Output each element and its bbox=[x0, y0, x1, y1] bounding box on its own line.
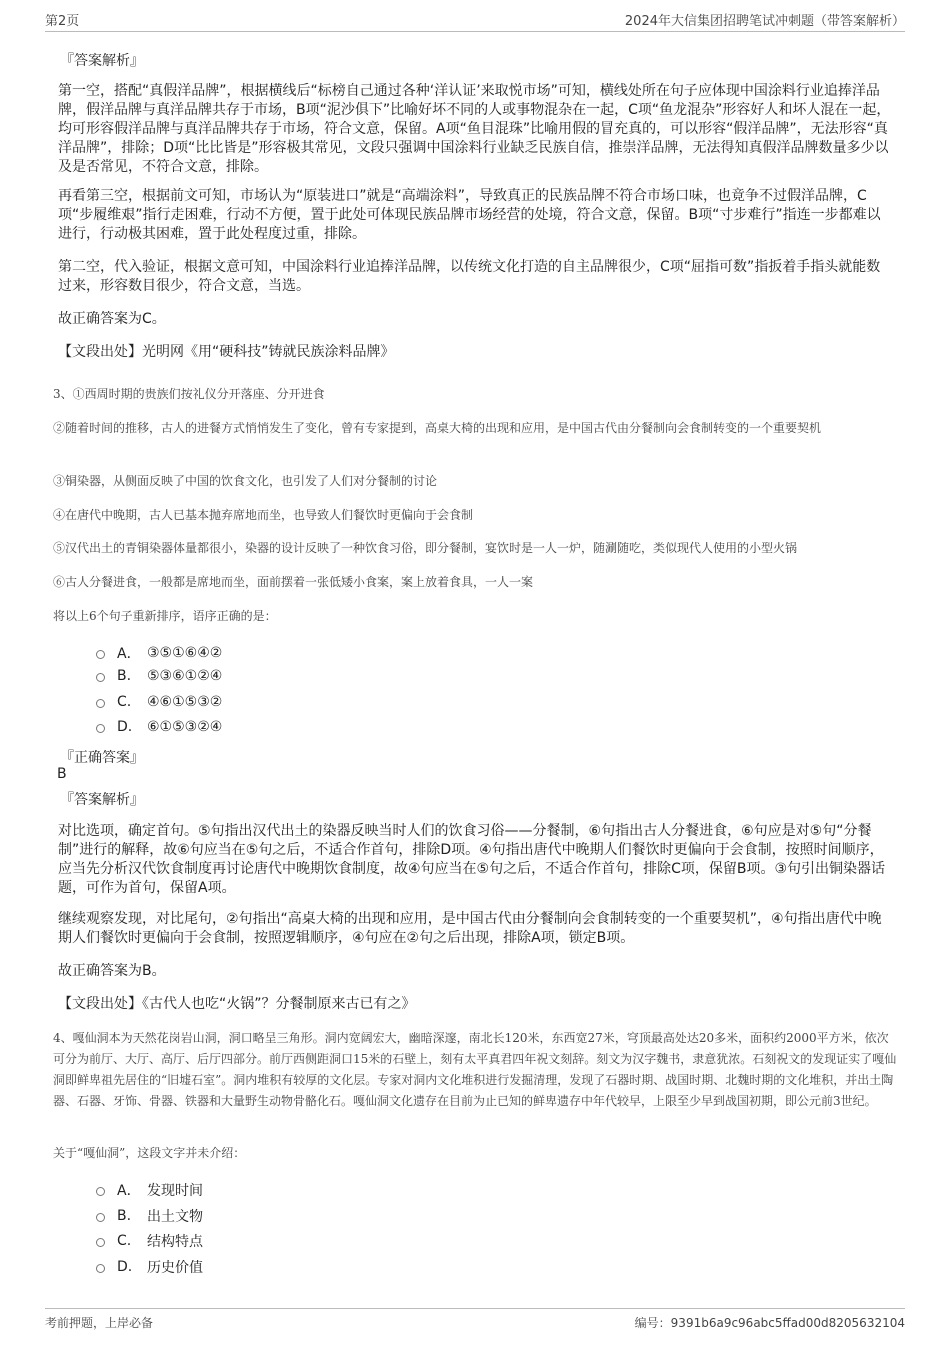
radio-icon[interactable] bbox=[96, 650, 105, 659]
explain-paragraph: 第一空，搭配“真假洋品牌”，根据横线后“标榜自己通过各种‘洋认证’来取悦市场”可知，横线处所在句子应体现中国涂料行业追捧洋品牌，假洋品牌与真洋品牌共存于市场，B项“泥沙俱下”比喻好坏不同的人或事物混杂在一起，C项“鱼龙混杂”形容好人和坏人混在一起，均可形容假洋品牌与真洋品牌共存于市场，符合文意，保留。A项“鱼目混珠”比喻用假的冒充真的，可以形容“假洋品牌”，无法形容“真洋品牌”，排除；D项“比比皆是”形容极其常见，文段只强调中国涂料行业缺乏民族自信，推崇洋品牌，无法得知真假洋品牌数量多少以及是否常见，不符合文意，排除。 bbox=[58, 83, 891, 175]
option-text: ⑥①⑤③②④ bbox=[147, 719, 223, 735]
source-citation: 【文段出处】《古代人也吃“火锅”？分餐制原来古已有之》 bbox=[58, 996, 416, 1012]
radio-icon[interactable] bbox=[96, 699, 105, 708]
answer-conclusion: 故正确答案为C。 bbox=[58, 311, 166, 327]
option-letter: A． bbox=[117, 1183, 141, 1199]
option-text: 历史价值 bbox=[147, 1260, 203, 1276]
explain-paragraph: 对比选项，确定首句。⑤句指出汉代出土的染器反映当时人们的饮食习俗——分餐制，⑥句指出古人分餐进食，⑥句应是对⑤句“分餐制”进行的解释，故⑥句应当在⑤句之后，不适合作首句，排除D项。④句指出唐代中晚期人们餐饮时更偏向于会食制，按照时间顺序，应当先分析汉代饮食制度再讨论唐代中晚期饮食制度，故④句应当在⑤句之后，不适合作首句，排除C项，保留B项。③句引出铜染器话题，可作为首句，保留A项。 bbox=[58, 823, 886, 896]
q3-option-d[interactable] bbox=[96, 719, 222, 735]
explain-label: 『答案解析』 bbox=[60, 792, 144, 808]
q3-line: ⑤汉代出土的青铜染器体量都很小，染器的设计反映了一种饮食习俗，即分餐制，宴饮时是一人一炉，随涮随吃，类似现代人使用的小型火锅 bbox=[53, 541, 798, 555]
radio-icon[interactable] bbox=[96, 1187, 105, 1196]
radio-icon[interactable] bbox=[96, 724, 105, 733]
option-text: 发现时间 bbox=[147, 1183, 203, 1199]
q4-prompt: 关于“嘎仙洞”，这段文字并未介绍： bbox=[53, 1146, 246, 1160]
q3-line: ⑥古人分餐进食，一般都是席地而坐，面前摆着一张低矮小食案，案上放着食具，一人一案 bbox=[53, 575, 534, 589]
q3-line: 3、①西周时期的贵族们按礼仪分开落座、分开进食 bbox=[53, 387, 325, 401]
answer-label: 『正确答案』 bbox=[60, 750, 144, 766]
option-letter: A． bbox=[117, 646, 141, 662]
q4-option-d[interactable] bbox=[96, 1257, 203, 1277]
explain-paragraph: 继续观察发现，对比尾句，②句指出“高桌大椅的出现和应用，是中国古代由分餐制向会食制转变的一个重要契机”，④句指出唐代中晚期人们餐饮时更偏向于会食制，按照逻辑顺序，④句应在②句之后出现，排除A项，锁定B项。 bbox=[58, 911, 882, 946]
q3-prompt: 将以上6个句子重新排序，语序正确的是： bbox=[53, 609, 277, 623]
option-letter: C. bbox=[117, 694, 132, 710]
header-divider bbox=[45, 31, 905, 32]
option-letter: D. bbox=[117, 719, 133, 735]
source-citation: 【文段出处】光明网《用“硬科技”铸就民族涂料品牌》 bbox=[58, 344, 395, 360]
q3-line: ③铜染器，从侧面反映了中国的饮食文化，也引发了人们对分餐制的讨论 bbox=[53, 474, 438, 488]
radio-icon[interactable] bbox=[96, 673, 105, 682]
q3-option-a[interactable] bbox=[96, 643, 222, 663]
footer-divider bbox=[45, 1308, 905, 1309]
option-letter: C. bbox=[117, 1233, 132, 1249]
q4-option-c[interactable] bbox=[96, 1231, 203, 1251]
explain-paragraph: 再看第三空，根据前文可知，市场认为“原装进口”就是“高端涂料”，导致真正的民族品牌不符合市场口味，也竟争不过假洋品牌，C项“步履维艰”指行走困难，行动不方便，置于此处可体现民族品牌市场经营的处境，符合文意，保留。B项“寸步难行”指连一步都难以进行，行动极其困难，置于此处程度过重，排除。 bbox=[58, 188, 881, 242]
radio-icon[interactable] bbox=[96, 1238, 105, 1247]
q4-passage: 4、嘎仙洞本为天然花岗岩山洞，洞口略呈三角形。洞内宽阔宏大，幽暗深邃，南北长120米，东西宽27米，穹顶最高处达20多米，面积约2000平方米，依次可分为前厅、大厅、高厅、后厅四部分。前厅西侧距洞口15米的石壁上，刻有太平真君四年祝文刻辞。刻文为汉字魏书，隶意犹浓。石刻祝文的发现证实了嘎仙洞即鲜卑祖先居住的“旧墟石室”。洞内堆积有较厚的文化层。专家对洞内文化堆积进行发掘清理，发现了石器时期、战国时期、北魏时期的文化堆积，并出土陶器、石器、牙饰、骨器、铁器和大量野生动物骨骼化石。嘎仙洞文化遗存在目前为止已知的鲜卑遗存中年代较早，上限至少早到战国初期，即公元前3世纪。 bbox=[53, 1031, 897, 1108]
q3-option-c[interactable] bbox=[96, 694, 222, 710]
option-letter: B. bbox=[117, 1208, 132, 1224]
document-title: 2024年大信集团招聘笔试冲刺题（带答案解析） bbox=[624, 14, 905, 29]
q3-line: ②随着时间的推移，古人的进餐方式悄悄发生了变化，曾有专家提到，高桌大椅的出现和应用，是中国古代由分餐制向会食制转变的一个重要契机 bbox=[53, 421, 822, 435]
radio-icon[interactable] bbox=[96, 1213, 105, 1222]
page-number: 第2页 bbox=[45, 14, 80, 29]
footer-slogan: 考前押题，上岸必备 bbox=[45, 1316, 154, 1330]
option-text: ④⑥①⑤③② bbox=[147, 694, 223, 710]
option-text: 结构特点 bbox=[147, 1234, 203, 1250]
explain-paragraph: 第二空，代入验证，根据文意可知，中国涂料行业追捧洋品牌，以传统文化打造的自主品牌很少，C项“屈指可数”指扳着手指头就能数过来，形容数目很少，符合文意，当选。 bbox=[58, 259, 881, 294]
answer-conclusion: 故正确答案为B。 bbox=[58, 963, 166, 979]
q4-option-a[interactable] bbox=[96, 1180, 203, 1200]
explain-label: 『答案解析』 bbox=[60, 53, 144, 69]
option-letter: B. bbox=[117, 668, 132, 684]
option-text: 出土文物 bbox=[147, 1209, 203, 1225]
radio-icon[interactable] bbox=[96, 1264, 105, 1273]
answer-value: B bbox=[57, 766, 67, 782]
option-text: ⑤③⑥①②④ bbox=[147, 668, 223, 684]
document-id: 编号：9391b6a9c96abc5ffad00d8205632104 bbox=[634, 1316, 905, 1330]
q3-option-b[interactable] bbox=[96, 668, 222, 684]
option-letter: D. bbox=[117, 1259, 133, 1275]
q3-line: ④在唐代中晚期，古人已基本抛弃席地而坐，也导致人们餐饮时更偏向于会食制 bbox=[53, 508, 474, 522]
q4-option-b[interactable] bbox=[96, 1206, 203, 1226]
option-text: ③⑤①⑥④② bbox=[147, 645, 223, 661]
